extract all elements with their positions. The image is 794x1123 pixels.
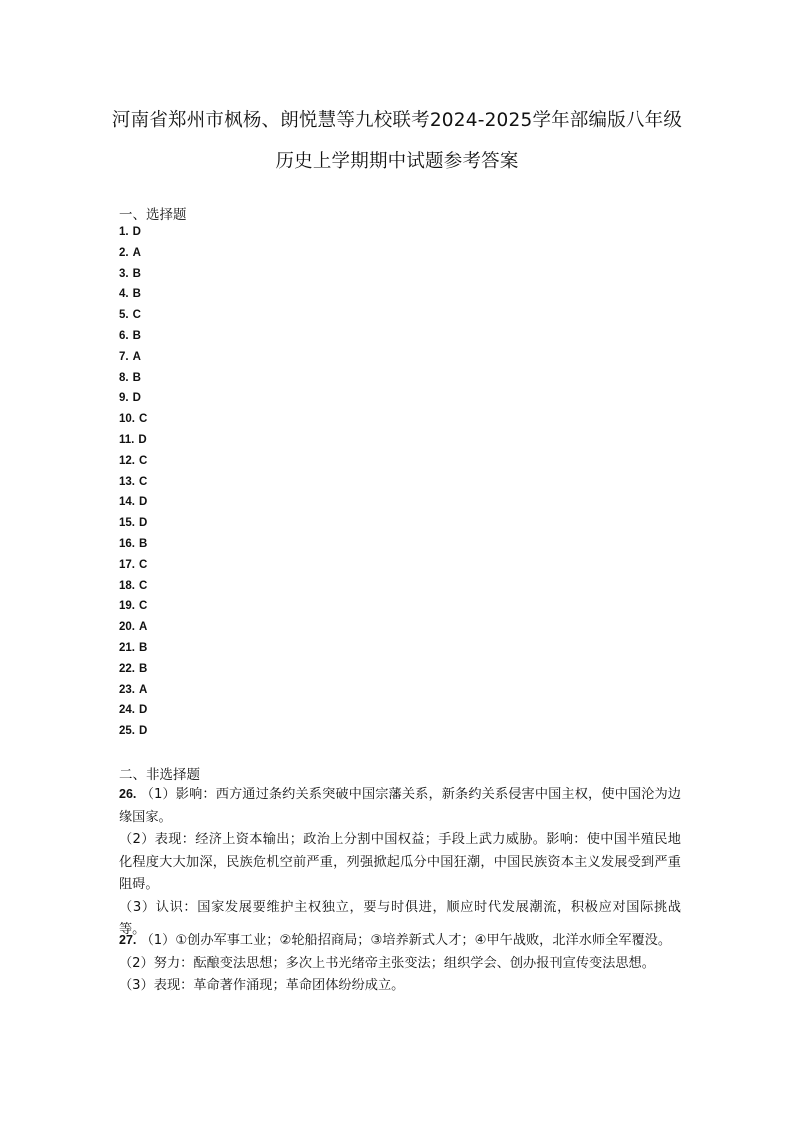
- answer-choice: B: [139, 641, 148, 654]
- answer-number: 16.: [119, 537, 135, 550]
- q27-number: 27.: [119, 933, 137, 947]
- answer-item: [119, 721, 147, 742]
- answer-number: 4.: [119, 288, 129, 301]
- answer-item: [119, 659, 147, 680]
- q26-part2: （2）表现：经济上资本输出；政治上分割中国权益；手段上武力威胁。影响：使中国半殖民地化程度大大加深，民族危机空前严重，列强掀起瓜分中国狂潮，中国民族资本主义发展受到严重阻碍。: [119, 832, 681, 892]
- answer-item: [119, 222, 147, 243]
- answer-choice: A: [132, 350, 141, 363]
- answer-choice: A: [132, 246, 141, 259]
- answer-item: [119, 638, 147, 659]
- answer-choice: B: [132, 288, 141, 301]
- answer-item: [119, 430, 147, 451]
- q26-part3: （3）认识：国家发展要维护主权独立，要与时俱进，顺应时代发展潮流，积极应对国际挑战等。: [119, 899, 681, 937]
- answer-choice: C: [139, 579, 148, 592]
- answer-number: 5.: [119, 309, 129, 322]
- answer-item: [119, 492, 147, 513]
- answer-number: 12.: [119, 454, 135, 467]
- answer-number: 18.: [119, 579, 135, 592]
- answer-number: 22.: [119, 662, 135, 675]
- document-title-line2: 历史上学期期中试题参考答案: [275, 151, 519, 172]
- answer-item: [119, 596, 147, 617]
- answer-item: [119, 472, 147, 493]
- answer-choice: B: [139, 662, 148, 675]
- answer-number: 15.: [119, 517, 135, 530]
- question-27: [119, 929, 681, 998]
- q26-part1-text: （1）影响：西方通过条约关系突破中国宗藩关系，新条约关系侵害中国主权，使中国沦为边缘国家。: [119, 787, 681, 825]
- answer-item: [119, 534, 147, 555]
- answer-number: 8.: [119, 371, 129, 384]
- answer-choice: C: [139, 475, 148, 488]
- answer-item: [119, 264, 147, 285]
- answer-item: [119, 388, 147, 409]
- question-26: [119, 783, 681, 942]
- answer-item: [119, 680, 147, 701]
- answer-choice: B: [139, 537, 148, 550]
- answer-choice: B: [132, 329, 141, 342]
- answer-choice: A: [139, 621, 148, 634]
- answer-choice: D: [132, 392, 141, 405]
- answer-choice: D: [139, 725, 148, 738]
- answer-choice: C: [132, 309, 141, 322]
- answer-choice: A: [139, 683, 148, 696]
- answer-item: [119, 576, 147, 597]
- answer-choice: D: [138, 433, 147, 446]
- answer-number: 17.: [119, 558, 135, 571]
- answer-number: 11.: [119, 433, 135, 446]
- answer-choice: C: [139, 413, 148, 426]
- answer-choice: D: [139, 517, 148, 530]
- answer-item: [119, 409, 147, 430]
- answer-item: [119, 617, 147, 638]
- answer-number: 24.: [119, 704, 135, 717]
- q27-part1: [119, 929, 681, 953]
- q27-part2: （2）努力：酝酿变法思想；多次上书光绪帝主张变法；组织学会、创办报刊宣传变法思想。: [119, 955, 655, 971]
- q27-part1-text: （1）①创办军事工业；②轮船招商局；③培养新式人才；④甲午战败，北洋水师全军覆没。: [140, 933, 672, 948]
- answer-number: 20.: [119, 621, 135, 634]
- q26-number: 26.: [119, 787, 137, 801]
- answer-number: 2.: [119, 246, 129, 259]
- answer-number: 9.: [119, 392, 129, 405]
- document-title-line1: 河南省郑州市枫杨、朗悦慧等九校联考2024-2025学年部编版八年级: [111, 110, 683, 131]
- answer-choice: B: [132, 371, 141, 384]
- answer-number: 10.: [119, 413, 135, 426]
- answer-number: 21.: [119, 641, 135, 654]
- answer-item: [119, 305, 147, 326]
- answer-item: [119, 347, 147, 368]
- answer-choice: C: [139, 454, 148, 467]
- answer-choice: C: [139, 558, 148, 571]
- section-heading-nonchoice: 二、非选择题: [119, 767, 200, 783]
- answer-number: 6.: [119, 329, 129, 342]
- answer-list: [119, 222, 147, 742]
- q26-part1: [119, 783, 681, 829]
- answer-number: 23.: [119, 683, 135, 696]
- answer-item: [119, 451, 147, 472]
- answer-number: 19.: [119, 600, 135, 613]
- answer-number: 1.: [119, 226, 129, 238]
- answer-choice: B: [132, 267, 141, 280]
- answer-choice: D: [132, 226, 141, 238]
- answer-item: [119, 243, 147, 264]
- answer-item: [119, 284, 147, 305]
- answer-item: [119, 326, 147, 347]
- section-heading-choice: 一、选择题: [119, 207, 187, 223]
- answer-item: [119, 555, 147, 576]
- answer-choice: C: [139, 600, 148, 613]
- answer-number: 25.: [119, 725, 135, 738]
- answer-number: 7.: [119, 350, 129, 363]
- answer-number: 14.: [119, 496, 135, 509]
- q27-part3: （3）表现：革命著作涌现；革命团体纷纷成立。: [119, 978, 405, 993]
- answer-item: [119, 700, 147, 721]
- answer-item: [119, 368, 147, 389]
- answer-number: 3.: [119, 267, 129, 280]
- answer-item: [119, 513, 147, 534]
- answer-number: 13.: [119, 475, 135, 488]
- answer-choice: D: [139, 704, 148, 717]
- answer-choice: D: [139, 496, 148, 509]
